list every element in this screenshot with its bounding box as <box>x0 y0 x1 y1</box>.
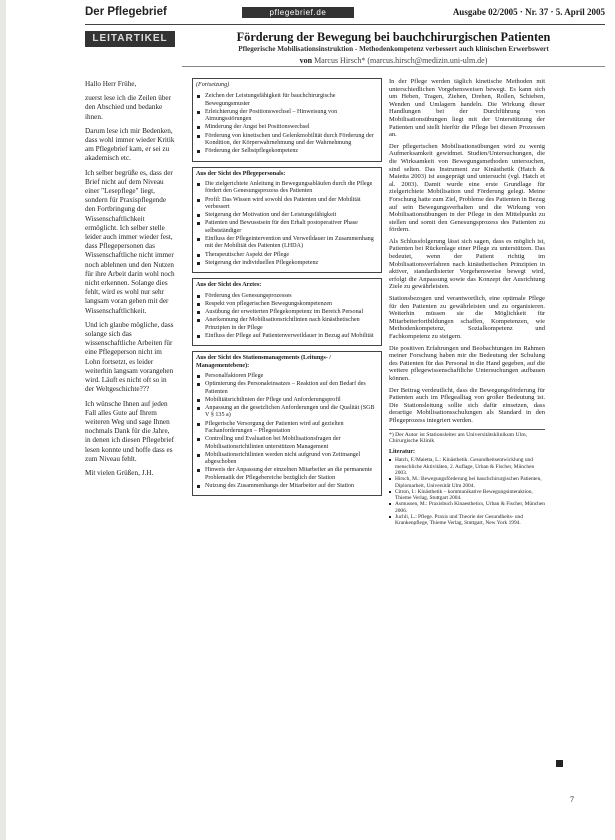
bullet-item: Zeichen der Leistungsfähigkeit für bauchchirurgische Bewegungsmuster <box>196 93 378 108</box>
body-paragraph: Die positiven Erfahrungen und Beobachtungen im Rahmen meiner Forschung haben mir die Bedeutung der Schulung des Patienten für das Personal in die Hand gegeben, auf die weitere pflegewissenschaftliche Untersuchungen aufbauen können. <box>389 344 545 382</box>
bullet-item: Pflegerische Versorgung der Patienten wird auf gezielten Fachanforderungen – Pflegestation <box>196 421 378 436</box>
body-paragraph: Der Beitrag verdeutlicht, dass die Bewegungsförderung für Patienten auch im Pflegealltag von großer Bedeutung ist. Die Stationsleitung sollte sich dafür einsetzen, dass derartige Mobilisationsschulungen als Standard in den Pflegeprozess integriert werden. <box>389 386 545 424</box>
editorial-paragraph: Hallo Herr Frühe, <box>85 80 137 88</box>
literature-item: Citron, I.: Kinästhetik – kommunikative Bewegungsinteraktion, Thieme Verlag, Stuttgart 2004. <box>389 489 545 502</box>
section-badge: LEITARTIKEL <box>85 31 175 47</box>
bullet-item: Steigerung der individuellen Pflegekompetenz <box>196 260 378 267</box>
author-name: Marcus Hirsch* <box>314 56 366 65</box>
editorial-paragraph: Darum lese ich mir Bedenken, dass wohl immer wieder Kritik am Pflegebrief kam, er sei zu akademisch etc. <box>85 126 175 163</box>
bullet-item: Die zielgerichtete Anleitung in Bewegungsabläufen durch die Pflege fördert den Genesungsprozess des Patienten <box>196 181 378 196</box>
bullet-item: Anpassung an die gesetzlichen Anforderungen und die Qualität (SGB V § 135 a) <box>196 405 378 420</box>
editorial-column <box>85 80 175 483</box>
scan-edge <box>0 0 6 840</box>
bullet-item: Förderung von kinetischen und Gelenkmobilität durch Förderung der Kondition, der Körperwahrnehmung und der Wahrnehmung <box>196 133 378 148</box>
benefits-box-doctor <box>192 278 382 346</box>
editorial-signature: Mit vielen Grüßen, J.H. <box>85 468 154 477</box>
editorial-paragraph: Ich wünsche Ihnen auf jeden Fall alles Gute auf Ihrem weiteren Weg und sage Ihnen nochmals Dank für die Jahre, in denen ich diesen Pflegebrief lesen konnte und hoffe dass es zum Niveau fehlt. <box>85 399 175 463</box>
publication-name: Der Pflegebrief <box>85 6 167 18</box>
author-prefix: von <box>299 56 313 65</box>
page-number: 7 <box>570 795 574 804</box>
bullet-list <box>196 293 378 341</box>
bullet-item: Mobilisationsrichtlinien werden nicht aufgrund von Zeitmangel abgeschoben <box>196 452 378 467</box>
author-line <box>182 56 605 65</box>
box-intro: (Fortsetzung) <box>196 82 230 88</box>
bullet-item: Personalfaktoren Pflege <box>196 373 378 380</box>
bullet-item: Einfluss der Pflege auf Patientenverweildauer in Bezug auf Mobilität <box>196 333 378 340</box>
literature-list <box>389 457 545 526</box>
bullet-item: Förderung des Genesungsprozesses <box>196 293 378 300</box>
literature-item: Juchli, L.: Pflege. Praxis und Theorie der Gesundheits- und Krankenpflege, Thieme Verlag, Stuttgart, New York 1994. <box>389 514 545 527</box>
bullet-list <box>196 93 378 155</box>
bullet-item: Minderung der Angst bei Positionswechsel <box>196 124 378 131</box>
page-header <box>85 2 605 28</box>
benefits-box-nursing <box>192 167 382 274</box>
bullet-item: Hinweis der Anpassung der einzelnen Mitarbeiter an die permanente Problematik der Pflegebereiche bezüglich der Station <box>196 467 378 482</box>
bullet-item: Nutzung des Zusammenhangs der Mitarbeiter auf der Station <box>196 483 378 490</box>
literature-item: Hirsch, M.: Bewegungsförderung bei bauchchirurgischen Patienten, Diplomarbeit, Universität Ulm 2004. <box>389 476 545 489</box>
box-heading: Aus der Sicht des Arztes: <box>196 282 262 289</box>
body-paragraph: In der Pflege werden täglich kinetische Methoden mit unterschiedlichen Vorgehensweisen bewegt. Es kann sich um Heben, Tragen, Ziehen, Drehen, Rollen, Schieben, Wenden und Umlagern handeln. Die Wirkung dieser Handlungen bei der Durchführung von Mobilisationsübungen liegt mit der Unterstützung der Patienten und stellt hierfür die Pflege bei diesen Prozessen an. <box>389 78 545 139</box>
bullet-item: Patienten und Bewusstsein für den Erhalt postoperativer Phase selbstständiger <box>196 220 378 235</box>
bullet-item: Anerkennung der Mobilisationsrichtlinien nach kinästhetischen Prinzipien in der Pflege <box>196 317 378 332</box>
article-body-column <box>389 78 545 527</box>
bullet-item: Respekt von pflegerischen Bewegungskompetenzen <box>196 301 378 308</box>
bullet-item: Erleichterung der Positionswechsel – Hinweisung von Atmungsstörungen <box>196 109 378 124</box>
site-logo: pflegebrief.de <box>242 7 354 18</box>
bullet-item: Therapeutischer Aspekt der Pflege <box>196 252 378 259</box>
editorial-paragraph: zuerst lese ich die Zeilen über den Abschied und bedanke ihnen. <box>85 94 172 121</box>
bullet-list <box>196 373 378 490</box>
box-heading: Aus der Sicht des Pflegepersonals: <box>196 170 286 177</box>
benefits-box-management <box>192 351 382 496</box>
article-end-mark <box>556 760 563 767</box>
literature-item: Asmussen, M.: Praxisbuch Kinaesthetics, Urban & Fischer, München 2006. <box>389 501 545 514</box>
bullet-item: Optimierung des Personaleinsatzes – Reaktion auf den Bedarf des Patienten <box>196 381 378 396</box>
editorial-paragraph: Ich selber begrüße es, dass der Brief nicht auf dem Niveau einer "Lesepflege" liegt, sondern für Praxispflegende den Fortbringung der Wissenschaftlichkeit ermöglicht. Ich selber stelle leider auch immer wieder fest, dass Pflegepersonen das Wissenschaftliche nicht immer noch ablehnen und den Nutzen für ihre Arbeit darin wohl noch nicht erkennen. Solange dies fehlt, wird es wohl nur sehr langsam voran gehen mit der Wissenschaftlichkeit. <box>85 168 175 315</box>
article-title: Förderung der Bewegung bei bauchchirurgischen Patienten <box>236 30 551 44</box>
bullet-item: Einfluss der Pflegeintervention und Verweildauer im Zusammenhang mit der Mobilität des Patienten (LHDA) <box>196 236 378 251</box>
bullet-item: Ausübung der erweiterten Pflegekompetenz im Bereich Personal <box>196 309 378 316</box>
bullet-item: Förderung der Selbstpflegekompetenz <box>196 148 378 155</box>
article-subtitle: Pflegerische Mobilisationsinstruktion - Methodenkompetenz verbessert auch klinischen Erwerbswert <box>238 45 549 53</box>
editorial-paragraph: Und ich glaube mögliche, dass solange sich das wissenschaftliche Arbeiten für eine Pflegeperson nicht im Lohn fortsetzt, es leider weiterhin langsam vorangehen wird. Läuft es nicht oft so in der Weltgeschichte??? <box>85 320 174 394</box>
title-rule <box>182 66 605 67</box>
header-rule <box>85 24 605 25</box>
box-heading: Aus der Sicht des Stationsmanagements (Leitungs- / Managementebene): <box>196 355 331 369</box>
benefits-box-patient <box>192 78 382 162</box>
bullet-item: Controlling und Evaluation bei Mobilisationsfragen der Mobilisationsrichtlinien unterstützen Management <box>196 436 378 451</box>
body-paragraph: Als Schlussfolgerung lässt sich sagen, dass es möglich ist, Patienten bei Rückenlage einer Pflege zu unterstützen. Das bedeutet, wenn der Patient richtig im Mobilisationsverfahren nach kinästhetischen Prinzipien in aktiver, standardisierter Vorgehensweise bewegt wird, erfolgt die Anpassung sowie das Konzept der Ausrichtung Ziele zu gewährleisten. <box>389 237 545 291</box>
author-email[interactable]: (marcus.hirsch@medizin.uni-ulm.de) <box>367 56 488 65</box>
bullet-item: Mobilitätsrichtlinien der Pflege und Anforderungsprofil <box>196 397 378 404</box>
bullet-item: Profil: Das Wissen wird sowohl des Patienten und der Mobilität verbessert <box>196 197 378 212</box>
issue-info: Ausgabe 02/2005 · Nr. 37 · 5. April 2005 <box>452 7 605 17</box>
literature-item: Hatch, F./Maietta, L.: Kinästhetik. Gesundheitsentwicklung und menschliche Aktivitäten, 2. Auflage, Urban & Fischer, München 2003. <box>389 457 545 476</box>
author-footnote: *) Der Autor ist Stationsleiter am Universitätsklinikum Ulm, Chirurgische Klinik <box>389 429 545 445</box>
bullet-list <box>196 181 378 267</box>
benefits-column <box>192 78 382 501</box>
body-paragraph: Stationsbezogen und verantwortlich, eine optimale Pflege für den Patienten zu gewährleisten und zu organisieren. Weiterhin müssen sie die Möglichkeit für Mitarbeiterfortbildungen schaffen, Kompetenzen, wie Methodenkompetenz, Sozialkompetenz und Fachkompetenz zu steigern. <box>389 295 545 340</box>
bullet-item: Steigerung der Motivation und der Leistungsfähigkeit <box>196 212 378 219</box>
literature-heading: Literatur: <box>389 448 415 455</box>
body-paragraph: Der pflegerischen Mobilisationsübungen wird zu wenig Aufmerksamkeit gewidmet. Studien/Untersuchungen, die die Wirksamkeit von Bewegungsmethoden untersuchen, sind selten. Das Instrument zur Kinästhetik (Hatch & Maietta 2003) ist ausgeprägt und untersucht (vgl. Hatch et al. 2003). Damit wurde eine erste Grundlage für zielgerichtete Mobilisation und Förderung gelegt. Meine Forschung hatte zum Ziel, Probleme des Patienten in Bezug auf sein Bewegungsverhalten und die Wirkung von Mobilisationsübungen in der Pflege in den Mittelpunkt zu stellen und somit den Genesungsprozess des Patienten zu fördern. <box>389 142 545 234</box>
